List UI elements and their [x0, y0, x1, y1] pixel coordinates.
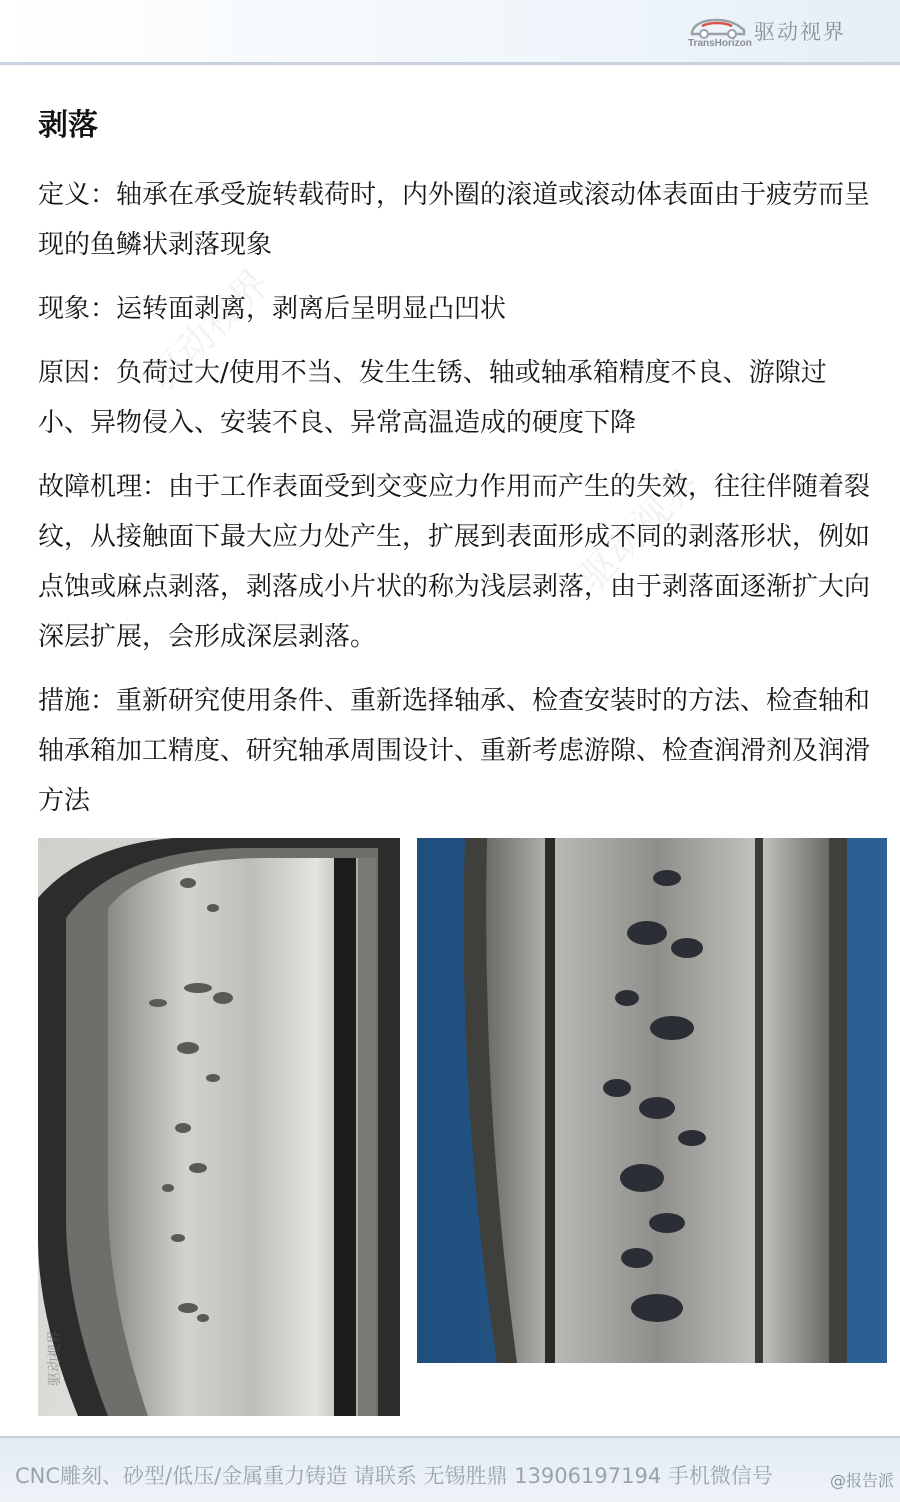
phenomenon-paragraph: 现象：运转面剥离，剥离后呈明显凸凹状 — [38, 294, 507, 324]
logo-chinese-text: 驱动视界 — [754, 20, 846, 44]
bearing-spalling-photo-right — [417, 838, 887, 1363]
cause-paragraph: 原因：负荷过大/使用不当、发生生锈、轴或轴承箱精度不良、游隙过小、异物侵入、安装不良、异常高温造成的硬度下降 — [38, 358, 827, 438]
section-title: 剥落 — [38, 108, 98, 143]
page-watermark: 驱动视界 — [569, 460, 708, 600]
page-footer — [0, 1436, 900, 1502]
logo-english-text: TransHorizon — [688, 38, 752, 49]
article-body — [38, 170, 874, 840]
definition-paragraph: 定义：轴承在承受旋转载荷时，内外圈的滚道或滚动体表面由于疲劳而呈现的鱼鳞状剥落现象 — [38, 180, 871, 260]
page-watermark: 驱动视界 — [139, 260, 278, 400]
measures-paragraph: 措施：重新研究使用条件、重新选择轴承、检查安装时的方法、检查轴和轴承箱加工精度、研究轴承周围设计、重新考虑游隙、检查润滑剂及润滑方法 — [38, 686, 871, 816]
car-logo-icon — [688, 14, 748, 40]
page-header — [0, 0, 900, 65]
footer-contact-text: CNC雕刻、砂型/低压/金属重力铸造 请联系 无锡胜鼎 13906197194 手机微信号 — [15, 1464, 773, 1488]
brand-logo — [688, 10, 868, 54]
left-photo-watermark: 驱动视界 — [47, 1330, 63, 1386]
mechanism-paragraph: 故障机理：由于工作表面受到交变应力作用而产生的失效，往往伴随着裂纹，从接触面下最大应力处产生，扩展到表面形成不同的剥落形状，例如点蚀或麻点剥落，剥落成小片状的称为浅层剥落，由于剥落面逐渐扩大向深层扩展，会形成深层剥落。 — [38, 472, 871, 652]
footer-credit: @报告派 — [829, 1471, 894, 1490]
bearing-spalling-photo-left — [38, 838, 400, 1416]
